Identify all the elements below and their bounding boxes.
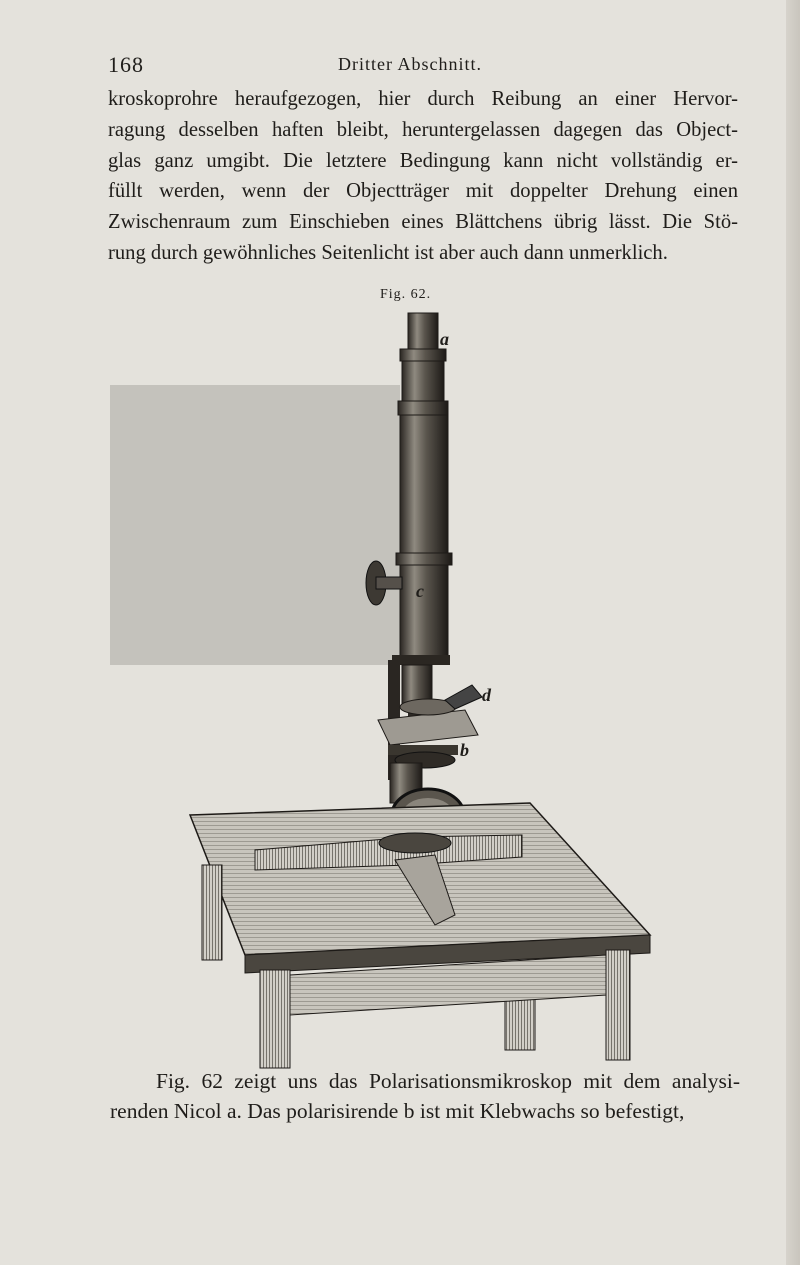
figure-letter-c: c <box>416 581 424 601</box>
caption-line: Fig. 62 zeigt uns das Polarisationsmikroskop mit dem analysi- <box>156 1069 740 1093</box>
background-shadow <box>110 385 400 665</box>
figure-letter-b: b <box>460 740 469 760</box>
page-header <box>108 52 738 82</box>
table-leg <box>606 950 630 1060</box>
text-line: füllt werden, wenn der Objectträger mit doppelter Drehung einen <box>108 180 738 203</box>
microscope-illustration <box>110 305 665 1070</box>
text-line: rung durch gewöhnliches Seitenlicht ist aber auch dann unmerklich. <box>108 241 668 264</box>
figure-label: Fig. 62. <box>380 287 432 302</box>
page-number: 168 <box>108 52 144 77</box>
figure-caption <box>110 1066 740 1126</box>
table-leg <box>505 995 535 1050</box>
text-line: ragung desselben haften bleibt, heruntergelassen dagegen das Object- <box>108 118 738 141</box>
table-leg <box>260 970 290 1068</box>
running-title: Dritter Abschnitt. <box>338 54 482 74</box>
microscope-tube <box>400 415 448 555</box>
table-leg <box>202 865 222 960</box>
page-edge <box>786 0 800 1265</box>
caption-line: renden Nicol a. Das polarisirende b ist mit Klebwachs so befestigt, <box>110 1099 685 1123</box>
text-line: kroskoprohre heraufgezogen, hier durch Reibung an einer Hervor- <box>108 88 738 110</box>
text-line: Zwischenraum zum Einschieben eines Blättchens übrig lässt. Die Stö- <box>108 211 738 234</box>
text-line: glas ganz umgibt. Die letztere Bedingung kann nicht vollständig er- <box>108 149 738 172</box>
body-paragraph <box>108 84 738 269</box>
figure-letter-d: d <box>482 685 491 705</box>
figure-letter-a: a <box>440 329 449 349</box>
